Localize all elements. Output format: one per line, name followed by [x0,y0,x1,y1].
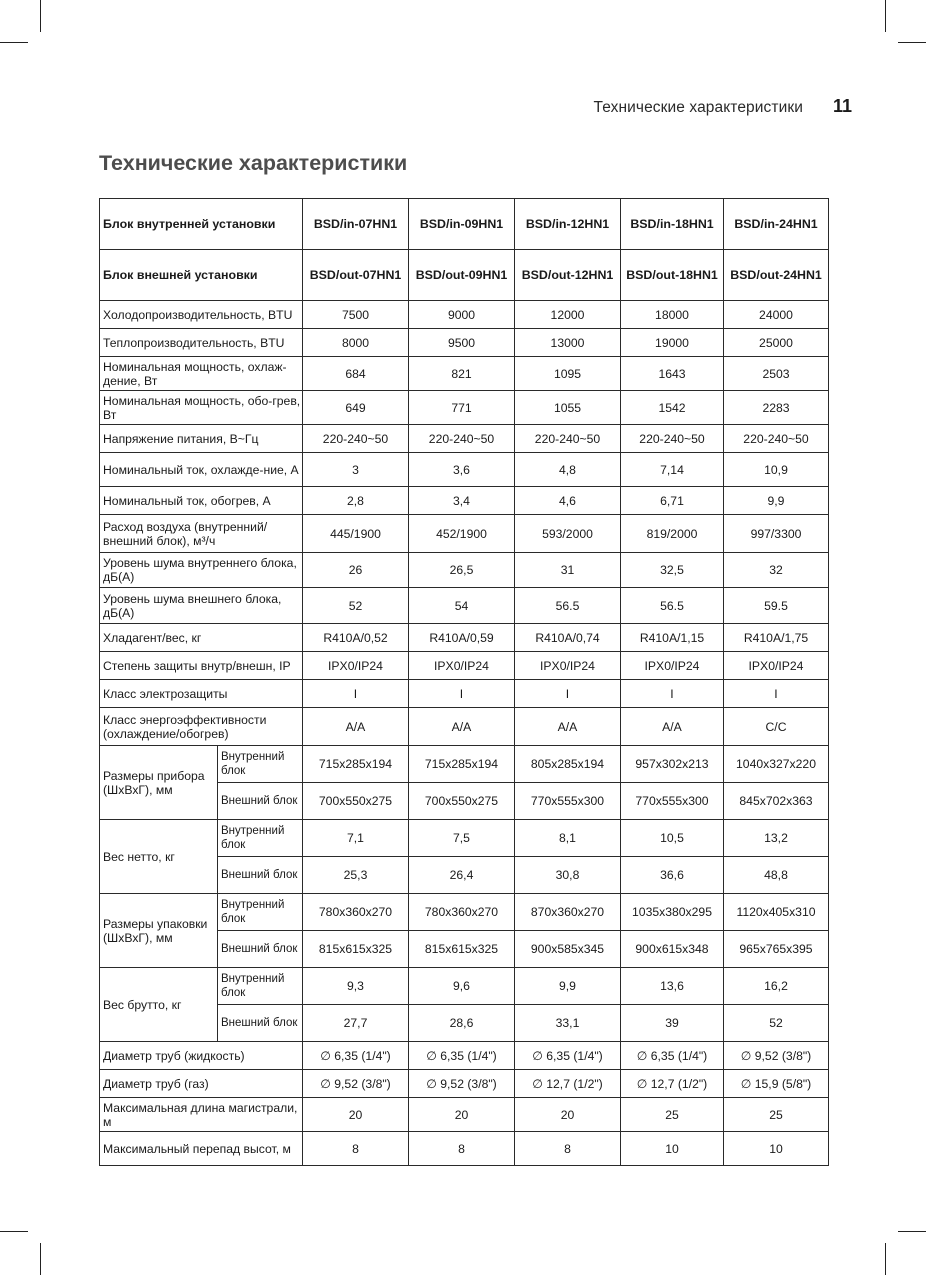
group-value: 780x360x270 [409,894,515,931]
group-value: 815x615x325 [303,931,409,968]
crop-mark [898,1231,926,1232]
spec-label: Расход воздуха (внутренний/внешний блок), м³/ч [100,515,303,553]
spec-value: R410A/0,52 [303,624,409,652]
spec-value: 32,5 [621,553,724,588]
spec-value: 220-240~50 [621,425,724,453]
group-value: 770x555x300 [515,783,621,820]
spec-value: 26,5 [409,553,515,588]
group-value: 815x615x325 [409,931,515,968]
group-row-indoor [100,894,829,931]
spec-label: Напряжение питания, В~Гц [100,425,303,453]
group-value: 1120x405x310 [724,894,829,931]
spec-value: A/A [515,708,621,746]
spec-row [100,453,829,487]
group-row-indoor [100,820,829,857]
spec-value: 7500 [303,301,409,329]
spec-value: ∅ 15,9 (5/8") [724,1070,829,1098]
spec-row [100,680,829,708]
spec-row [100,425,829,453]
spec-value: ∅ 6,35 (1/4") [409,1042,515,1070]
spec-value: IPX0/IP24 [303,652,409,680]
crop-mark [0,1231,28,1232]
group-value: 805x285x194 [515,746,621,783]
spec-label: Номинальный ток, обогрев, А [100,487,303,515]
group-value: 1040x327x220 [724,746,829,783]
spec-value: 220-240~50 [724,425,829,453]
spec-value: 56.5 [621,588,724,624]
spec-value: ∅ 12,7 (1/2") [515,1070,621,1098]
spec-value: 12000 [515,301,621,329]
outdoor-unit-sublabel: Внешний блок [218,931,303,968]
indoor-unit-sublabel: Внутренний блок [218,746,303,783]
spec-value: 20 [409,1098,515,1132]
spec-value: 2503 [724,357,829,391]
group-value: 16,2 [724,968,829,1005]
spec-value: A/A [621,708,724,746]
spec-value: 3,6 [409,453,515,487]
spec-value: I [724,680,829,708]
group-value: 7,1 [303,820,409,857]
spec-value: 8 [515,1132,621,1166]
group-value: 30,8 [515,857,621,894]
outdoor-unit-sublabel: Внешний блок [218,783,303,820]
spec-value: 9000 [409,301,515,329]
spec-value: 8 [409,1132,515,1166]
group-value: 965x765x395 [724,931,829,968]
group-value: 700x550x275 [303,783,409,820]
spec-value: 10 [724,1132,829,1166]
pipe-row [100,1098,829,1132]
spec-value: ∅ 6,35 (1/4") [621,1042,724,1070]
spec-value: 220-240~50 [515,425,621,453]
spec-value: 821 [409,357,515,391]
spec-value: ∅ 12,7 (1/2") [621,1070,724,1098]
spec-row [100,624,829,652]
spec-value: ∅ 9,52 (3/8") [409,1070,515,1098]
spec-value: ∅ 6,35 (1/4") [303,1042,409,1070]
outdoor-unit-sublabel: Внешний блок [218,857,303,894]
spec-value: C/C [724,708,829,746]
group-value: 26,4 [409,857,515,894]
group-value: 957x302x213 [621,746,724,783]
spec-value: 1095 [515,357,621,391]
spec-value: 649 [303,391,409,425]
spec-value: 819/2000 [621,515,724,553]
spec-value: IPX0/IP24 [724,652,829,680]
spec-value: 6,71 [621,487,724,515]
spec-value: 452/1900 [409,515,515,553]
outdoor-model-name: BSD/out-12HN1 [515,250,621,301]
group-value: 33,1 [515,1005,621,1042]
spec-value: 445/1900 [303,515,409,553]
spec-label: Уровень шума внутреннего блока, дБ(А) [100,553,303,588]
running-header [594,96,852,117]
crop-mark [885,1243,886,1275]
spec-value: 20 [303,1098,409,1132]
spec-value: I [621,680,724,708]
indoor-unit-sublabel: Внутренний блок [218,820,303,857]
group-label: Размеры упаковки (ШхВхГ), мм [100,894,218,968]
spec-value: A/A [303,708,409,746]
spec-row [100,515,829,553]
spec-label: Уровень шума внешнего блока, дБ(А) [100,588,303,624]
outdoor-model-name: BSD/out-07HN1 [303,250,409,301]
spec-value: 1055 [515,391,621,425]
spec-value: 220-240~50 [409,425,515,453]
spec-row [100,487,829,515]
spec-value: 24000 [724,301,829,329]
group-value: 900x585x345 [515,931,621,968]
outdoor-model-row [100,250,829,301]
group-value: 39 [621,1005,724,1042]
spec-value: 25 [724,1098,829,1132]
spec-label: Максимальная длина магистрали, м [100,1098,303,1132]
crop-mark [0,42,28,43]
spec-value: R410A/0,59 [409,624,515,652]
spec-value: R410A/1,75 [724,624,829,652]
spec-value: 8000 [303,329,409,357]
spec-label: Класс электрозащиты [100,680,303,708]
pipe-row [100,1070,829,1098]
spec-value: 26 [303,553,409,588]
spec-value: 2283 [724,391,829,425]
page-title: Технические характеристики [99,151,408,175]
group-value: 13,2 [724,820,829,857]
spec-value: IPX0/IP24 [621,652,724,680]
spec-row [100,357,829,391]
indoor-unit-sublabel: Внутренний блок [218,968,303,1005]
outdoor-model-name: BSD/out-09HN1 [409,250,515,301]
spec-value: 3 [303,453,409,487]
group-value: 9,9 [515,968,621,1005]
group-value: 52 [724,1005,829,1042]
spec-value: R410A/1,15 [621,624,724,652]
spec-value: 1542 [621,391,724,425]
spec-value: 220-240~50 [303,425,409,453]
spec-value: 13000 [515,329,621,357]
indoor-model-name: BSD/in-12HN1 [515,199,621,250]
outdoor-unit-sublabel: Внешний блок [218,1005,303,1042]
spec-value: I [303,680,409,708]
spec-value: 32 [724,553,829,588]
spec-label: Хладагент/вес, кг [100,624,303,652]
spec-row [100,652,829,680]
group-row-indoor [100,968,829,1005]
spec-label: Максимальный перепад высот, м [100,1132,303,1166]
group-value: 9,3 [303,968,409,1005]
spec-value: 3,4 [409,487,515,515]
crop-mark [40,1243,41,1275]
group-value: 48,8 [724,857,829,894]
group-value: 9,6 [409,968,515,1005]
group-value: 715x285x194 [303,746,409,783]
spec-label: Степень защиты внутр/внешн, IP [100,652,303,680]
specs-table [99,198,829,1166]
group-value: 715x285x194 [409,746,515,783]
spec-value: 4,8 [515,453,621,487]
group-value: 36,6 [621,857,724,894]
spec-value: 19000 [621,329,724,357]
group-value: 870x360x270 [515,894,621,931]
group-value: 770x555x300 [621,783,724,820]
spec-value: 593/2000 [515,515,621,553]
indoor-model-name: BSD/in-09HN1 [409,199,515,250]
spec-value: 10,9 [724,453,829,487]
spec-value: 31 [515,553,621,588]
spec-value: 2,8 [303,487,409,515]
spec-label: Диаметр труб (газ) [100,1070,303,1098]
group-value: 1035x380x295 [621,894,724,931]
group-value: 700x550x275 [409,783,515,820]
spec-value: 10 [621,1132,724,1166]
group-row-indoor [100,746,829,783]
spec-value: 1643 [621,357,724,391]
spec-value: 59.5 [724,588,829,624]
crop-mark [885,0,886,32]
spec-value: 18000 [621,301,724,329]
spec-row [100,329,829,357]
spec-value: ∅ 9,52 (3/8") [303,1070,409,1098]
indoor-unit-sublabel: Внутренний блок [218,894,303,931]
spec-label: Номинальная мощность, охлаж-дение, Вт [100,357,303,391]
spec-value: 997/3300 [724,515,829,553]
spec-value: IPX0/IP24 [515,652,621,680]
pipe-row [100,1132,829,1166]
spec-value: 7,14 [621,453,724,487]
spec-value: 25000 [724,329,829,357]
spec-label: Холодопроизводительность, BTU [100,301,303,329]
spec-value: ∅ 6,35 (1/4") [515,1042,621,1070]
spec-value: IPX0/IP24 [409,652,515,680]
spec-value: I [515,680,621,708]
indoor-unit-header: Блок внутренней установки [100,199,303,250]
pipe-row [100,1042,829,1070]
spec-label: Диаметр труб (жидкость) [100,1042,303,1070]
spec-value: ∅ 9,52 (3/8") [724,1042,829,1070]
outdoor-model-name: BSD/out-24HN1 [724,250,829,301]
outdoor-model-name: BSD/out-18HN1 [621,250,724,301]
group-value: 900x615x348 [621,931,724,968]
spec-row [100,588,829,624]
running-header-title: Технические характеристики [593,99,803,116]
spec-value: 25 [621,1098,724,1132]
group-label: Вес нетто, кг [100,820,218,894]
group-value: 27,7 [303,1005,409,1042]
spec-value: 9,9 [724,487,829,515]
group-value: 780x360x270 [303,894,409,931]
spec-value: 52 [303,588,409,624]
group-label: Размеры прибора (ШхВхГ), мм [100,746,218,820]
spec-value: 8 [303,1132,409,1166]
group-value: 25,3 [303,857,409,894]
crop-mark [40,0,41,32]
group-value: 10,5 [621,820,724,857]
spec-value: 9500 [409,329,515,357]
crop-mark [898,42,926,43]
spec-label: Теплопроизводительность, BTU [100,329,303,357]
group-value: 28,6 [409,1005,515,1042]
spec-label: Номинальный ток, охлажде-ние, А [100,453,303,487]
spec-value: 54 [409,588,515,624]
page-number: 11 [832,96,852,116]
spec-value: 56.5 [515,588,621,624]
spec-value: I [409,680,515,708]
spec-value: 684 [303,357,409,391]
indoor-model-name: BSD/in-07HN1 [303,199,409,250]
spec-label: Номинальная мощность, обо-грев, Вт [100,391,303,425]
spec-value: 20 [515,1098,621,1132]
indoor-model-name: BSD/in-24HN1 [724,199,829,250]
spec-label: Класс энергоэффективности (охлаждение/обогрев) [100,708,303,746]
outdoor-unit-header: Блок внешней установки [100,250,303,301]
group-label: Вес брутто, кг [100,968,218,1042]
spec-row [100,301,829,329]
group-value: 7,5 [409,820,515,857]
spec-value: A/A [409,708,515,746]
group-value: 13,6 [621,968,724,1005]
spec-value: R410A/0,74 [515,624,621,652]
indoor-model-name: BSD/in-18HN1 [621,199,724,250]
spec-row [100,391,829,425]
spec-row [100,553,829,588]
indoor-model-row [100,199,829,250]
spec-row [100,708,829,746]
spec-value: 4,6 [515,487,621,515]
group-value: 845x702x363 [724,783,829,820]
spec-value: 771 [409,391,515,425]
group-value: 8,1 [515,820,621,857]
